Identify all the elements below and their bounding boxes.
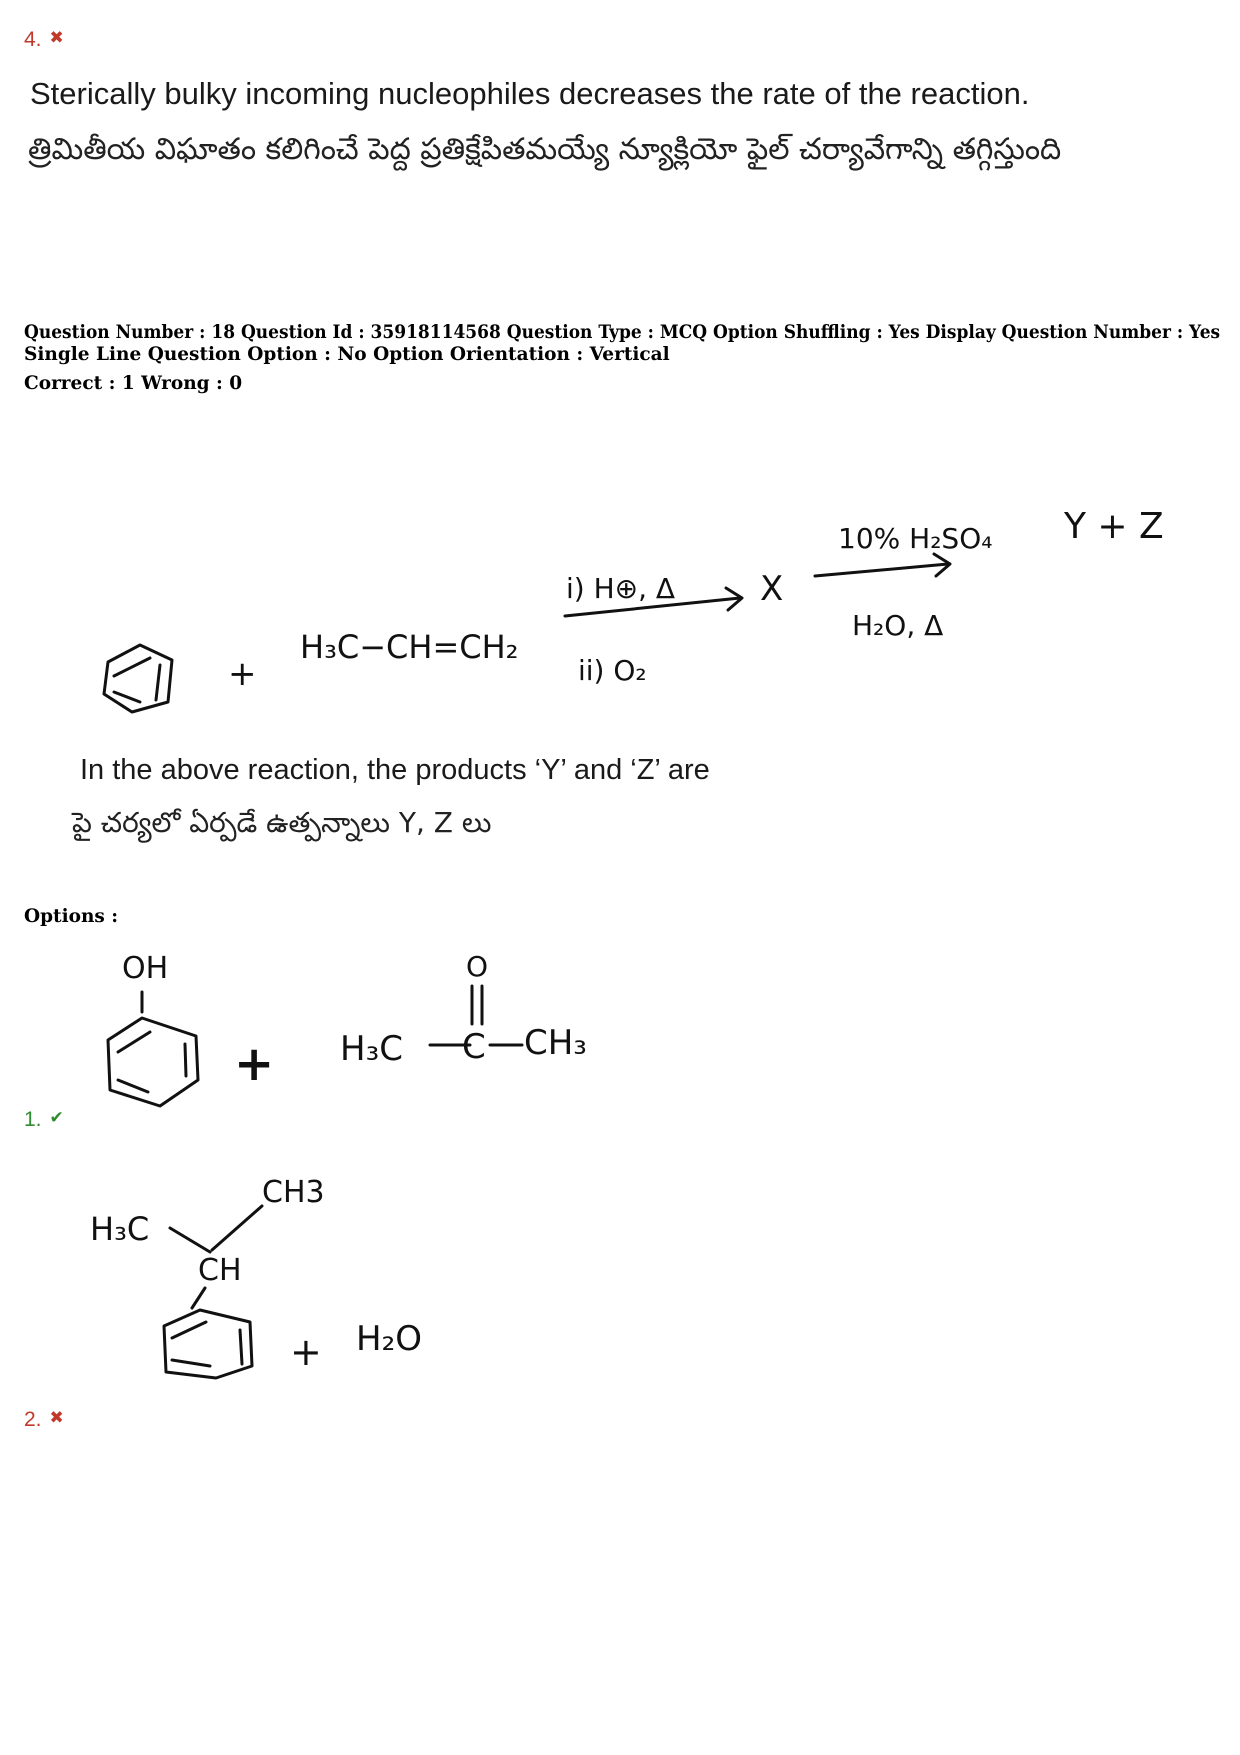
option-4-text-te: త్రిమితీయ విఘాతం కలిగించే పెద్ద ప్రతిక్షేపితమయ్యే న్యూక్లియో ఫైల్ చర్యావేగాన్ని తగ్గిస్తుంది	[28, 132, 1062, 167]
option-number-label: 2.	[24, 1408, 42, 1431]
step1-conditions: i) H⊕, Δ	[566, 572, 676, 605]
wrong-mark-icon: ✖	[49, 1408, 64, 1427]
option-2-water: H₂O	[356, 1319, 422, 1359]
option-2-structure[interactable]	[0, 1160, 700, 1380]
question-meta-line2: Single Line Question Option : No Option Orientation : Vertical	[24, 344, 670, 365]
intermediate-x: X	[760, 569, 784, 609]
option-number-label: 4.	[24, 28, 42, 51]
acetone-ch3: CH₃	[524, 1023, 587, 1063]
option-number-1[interactable]	[24, 1108, 64, 1132]
benzene-ring-icon	[104, 645, 172, 712]
reactant-plus: +	[228, 654, 257, 694]
svg-text:C: C	[462, 1027, 486, 1067]
reaction-scheme	[0, 480, 1240, 730]
phenol-ring-icon	[108, 1018, 198, 1106]
option-2-ch3: CH3	[262, 1175, 325, 1210]
options-label: Options :	[24, 906, 119, 927]
acetone-h3c: H₃C	[340, 1029, 403, 1069]
option-number-4	[24, 28, 64, 52]
option-1-plus: +	[234, 1036, 275, 1092]
option-number-2[interactable]	[24, 1408, 64, 1432]
option-2-h3c: H₃C	[90, 1210, 150, 1248]
option-1-structure[interactable]	[0, 940, 700, 1110]
wrong-mark-icon: ✖	[49, 28, 64, 47]
option-1-oh: OH	[122, 951, 169, 986]
step2-conditions: ii) O₂	[578, 654, 647, 687]
propene-formula: H₃C−CH=CH₂	[300, 628, 519, 666]
question-meta-line1: Question Number : 18 Question Id : 35918114568 Question Type : MCQ Option Shuffling : Yes Display Question Number : Yes	[24, 322, 1221, 343]
acetone-oxygen: O	[466, 950, 489, 983]
option-2-plus: +	[290, 1330, 322, 1374]
reagent-top: 10% H₂SO₄	[838, 522, 993, 555]
reaction-arrow-2	[815, 564, 948, 576]
question-meta-line3: Correct : 1 Wrong : 0	[24, 373, 243, 394]
question-text-te: పై చర్యలో ఏర్పడే ఉత్పన్నాలు Y, Z లు	[72, 806, 492, 839]
cumene-ring-icon	[164, 1310, 252, 1378]
reagent-bottom: H₂O, Δ	[852, 609, 944, 642]
option-number-label: 1.	[24, 1108, 42, 1131]
question-text-en: In the above reaction, the products ‘Y’ and ‘Z’ are	[80, 754, 710, 786]
option-2-ch: CH	[198, 1253, 242, 1288]
option-4-text-en: Sterically bulky incoming nucleophiles decreases the rate of the reaction.	[30, 76, 1030, 111]
correct-mark-icon: ✔	[49, 1108, 64, 1127]
products-yz: Y + Z	[1064, 506, 1164, 547]
